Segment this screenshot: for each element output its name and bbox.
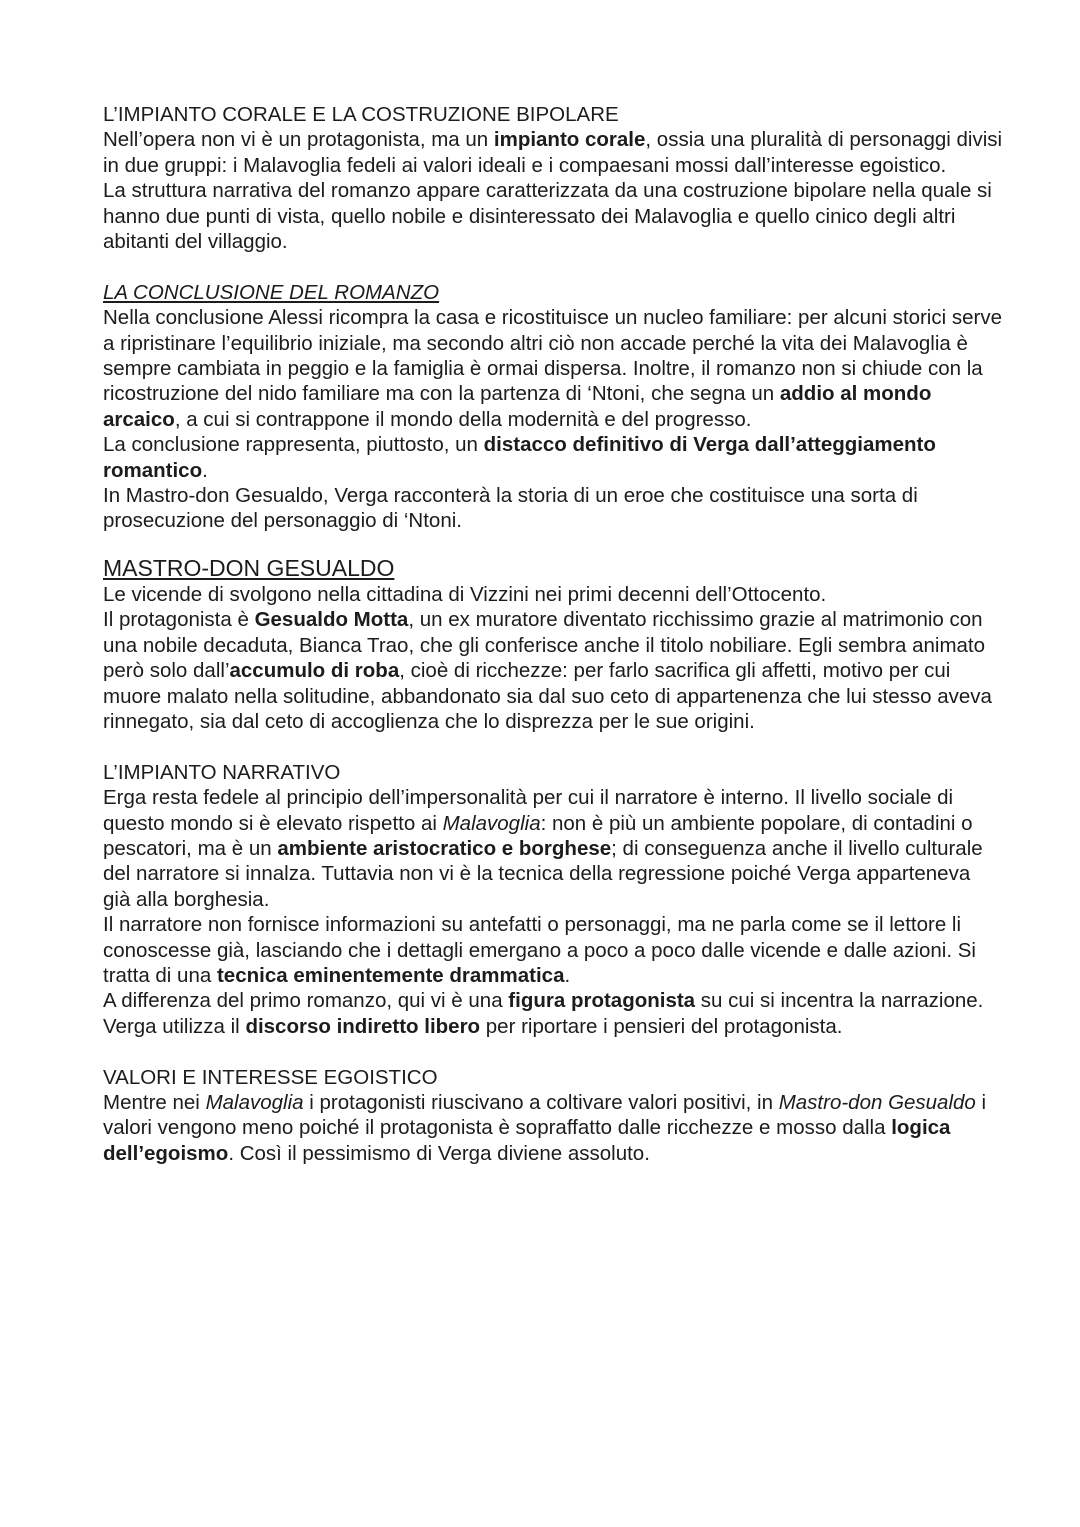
text-run: Nell’opera non vi è un protagonista, ma un (103, 128, 494, 152)
bold-term: figura protagonista (508, 989, 696, 1013)
text-run: Il narratore non fornisce informazioni su antefatti o personaggi, ma ne parla come se il lettore li conoscesse già, lasciando che i dettagli emergano a poco a poco dalle vicende e dalle azioni. Si tratta di una (103, 913, 976, 987)
text-run: ; di conseguenza anche il livello culturale del narratore si innalza. Tuttavia non vi è la tecnica della regressione poiché Verga apparteneva già alla borghesia. (103, 836, 983, 911)
text-run: i valori vengono meno poiché il protagonista è sopraffatto dalle ricchezze e mosso dalla (103, 1090, 987, 1140)
bold-term: discorso indiretto libero (245, 1014, 481, 1038)
paragraph (103, 785, 1003, 912)
section-heading: LA CONCLUSIONE DEL ROMANZO (103, 280, 440, 304)
text-run: . (564, 963, 571, 987)
paragraph: La struttura narrativa del romanzo appare caratterizzata da una costruzione bipolare nella quale si hanno due punti di vista, quello nobile e disinteressato dei Malavoglia e quello cinico degli altri abitanti del villaggio. (103, 179, 992, 254)
section-heading: L’IMPIANTO CORALE E LA COSTRUZIONE BIPOLARE (103, 103, 619, 126)
paragraph (103, 912, 1003, 988)
paragraph (103, 607, 1003, 734)
text-run: , cioè di ricchezze: per farlo sacrifica gli affetti, motivo per cui muore malato nella solitudine, abbandonato sia dal suo ceto di appartenenza che lui stesso aveva rinnegato, sia dal ceto di accoglienza che lo disprezza per le sue origini. (103, 659, 992, 733)
italic-title: Malavoglia (442, 811, 541, 835)
section-heading: VALORI E INTERESSE EGOISTICO (103, 1065, 438, 1089)
text-run: per riportare i pensieri del protagonista. (480, 1014, 843, 1038)
bold-term: distacco definitivo di Verga dall’atteggiamento romantico (103, 433, 936, 482)
paragraph (103, 305, 1003, 432)
italic-title: Malavoglia (205, 1090, 304, 1114)
section-heading: L’IMPIANTO NARRATIVO (103, 760, 341, 784)
section-title: MASTRO-DON GESUALDO (103, 554, 395, 581)
bold-term: Gesualdo Motta (254, 608, 409, 632)
bold-term: accumulo di roba (229, 659, 400, 683)
text-run: . Così il pessimismo di Verga diviene assoluto. (228, 1141, 650, 1165)
text-run: Nella conclusione Alessi ricompra la casa e ricostituisce un nucleo familiare: per alcuni storici serve a ripristinare l’equilibrio iniziale, ma secondo altri ciò non accade perché la vita dei Malavoglia è sempre cambiata in peggio e la famiglia è ormai dispersa. Inoltre, il romanzo non si chiude con la ricostruzione del nido familiare ma con la partenza di ‘Ntoni, che segna un (103, 306, 1002, 406)
text-run: : non è più un ambiente popolare, di contadini o pescatori, ma è un (103, 811, 973, 860)
text-run: i protagonisti riuscivano a coltivare valori positivi, in (303, 1090, 779, 1114)
text-run: . (202, 458, 208, 482)
text-run: su cui si incentra la narrazione. Verga utilizza il (103, 989, 984, 1038)
text-run: , ossia una pluralità di personaggi divisi in due gruppi: i Malavoglia fedeli ai valori ideali e i compaesani mossi dall’interesse egoistico. (103, 128, 1003, 177)
text-run: Il protagonista è (103, 608, 255, 632)
bold-term: ambiente aristocratico e borghese (277, 836, 612, 860)
bold-term: tecnica eminentemente drammatica (216, 963, 565, 987)
paragraph (103, 127, 1003, 178)
italic-title: Mastro-don Gesualdo (778, 1090, 976, 1114)
section-impianto-narrativo (103, 760, 1003, 1039)
text-run: A differenza del primo romanzo, qui vi è una (103, 989, 509, 1013)
section-mastro-don-gesualdo (103, 554, 1003, 734)
paragraph (103, 432, 1003, 483)
bold-term: addio al mondo arcaico (103, 382, 932, 431)
section-conclusione (103, 280, 1003, 534)
bold-term: impianto corale (493, 128, 646, 152)
bold-term: logica dell’egoismo (103, 1116, 951, 1165)
text-run: Mentre nei (103, 1090, 206, 1114)
paragraph (103, 988, 1003, 1039)
text-run: Erga resta fedele al principio dell’impersonalità per cui il narratore è interno. Il livello sociale di questo mondo si è elevato rispetto ai (103, 786, 954, 835)
text-run: La conclusione rappresenta, piuttosto, un (103, 433, 484, 457)
section-impianto-corale (103, 102, 1003, 254)
section-valori-interesse (103, 1065, 1003, 1167)
text-run: , a cui si contrappone il mondo della modernità e del progresso. (174, 407, 752, 431)
paragraph (103, 1090, 1003, 1166)
document-page (103, 102, 1003, 1166)
paragraph: Le vicende di svolgono nella cittadina di Vizzini nei primi decenni dell’Ottocento. (103, 582, 827, 606)
text-run: , un ex muratore diventato ricchissimo grazie al matrimonio con una nobile decaduta, Bianca Trao, che gli conferisce anche il titolo nobiliare. Egli sembra animato però solo dall’ (103, 608, 986, 683)
paragraph: In Mastro-don Gesualdo, Verga racconterà la storia di un eroe che costituisce una sorta di prosecuzione del personaggio di ‘Ntoni. (103, 484, 918, 533)
